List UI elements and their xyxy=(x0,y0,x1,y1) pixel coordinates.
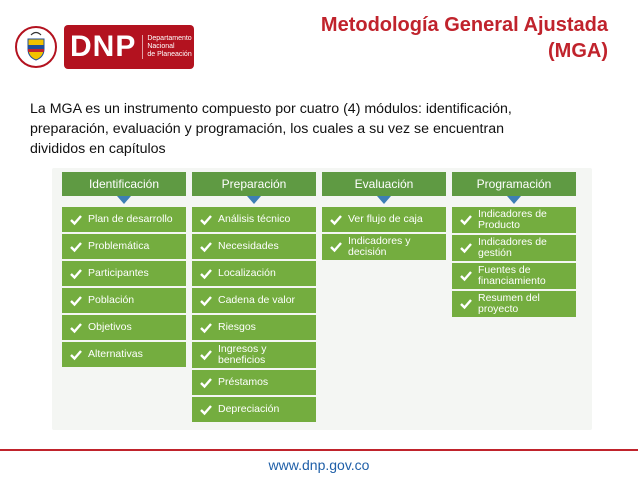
intro-line: preparación, evaluación y programación, los cuales a su vez se encuentran xyxy=(30,121,504,137)
check-icon xyxy=(199,213,213,227)
check-icon xyxy=(199,321,213,335)
chapter-item xyxy=(62,342,186,367)
slide-title-line2: (MGA) xyxy=(548,40,608,62)
chapter-item xyxy=(192,207,316,232)
footer xyxy=(0,451,638,479)
check-icon xyxy=(459,241,473,255)
footer-url-link[interactable]: www.dnp.gov.co xyxy=(268,457,370,473)
colombia-coat-of-arms-icon xyxy=(14,25,58,69)
down-arrow-icon xyxy=(117,196,131,204)
check-icon xyxy=(329,213,343,227)
slide-title xyxy=(228,12,608,64)
chapter-item xyxy=(62,207,186,232)
chapter-item xyxy=(192,234,316,259)
intro-line: La MGA es un instrumento compuesto por cuatro (4) módulos: identificación, xyxy=(30,101,512,117)
chapter-item xyxy=(452,263,576,289)
module-items xyxy=(62,207,186,367)
chapter-label: Indicadores de gestión xyxy=(478,236,547,259)
chapter-item xyxy=(192,342,316,368)
check-icon xyxy=(199,240,213,254)
module-column-preparacion xyxy=(192,172,316,424)
chapter-label: Resumen del proyecto xyxy=(478,292,540,315)
dnp-subtitle-line: Nacional xyxy=(147,43,175,50)
intro-line: divididos en capítulos xyxy=(30,141,166,157)
slide-title-line1: Metodología General Ajustada xyxy=(320,14,608,36)
check-icon xyxy=(199,267,213,281)
chapter-item xyxy=(192,370,316,395)
chapter-label: Indicadores de Producto xyxy=(478,208,547,231)
chapter-label: Participantes xyxy=(88,267,149,279)
dnp-logo xyxy=(14,23,194,71)
chapter-label: Depreciación xyxy=(218,403,280,415)
check-icon xyxy=(69,267,83,281)
module-header: Preparación xyxy=(192,172,316,196)
check-icon xyxy=(69,294,83,308)
check-icon xyxy=(199,348,213,362)
chapter-label: Ver flujo de caja xyxy=(348,213,423,225)
intro-paragraph xyxy=(30,99,620,159)
module-header: Programación xyxy=(452,172,576,196)
chapter-label: Préstamos xyxy=(218,376,269,388)
chapter-item xyxy=(62,288,186,313)
module-items xyxy=(452,207,576,317)
dnp-logo-text: DNP xyxy=(70,30,137,63)
check-icon xyxy=(199,294,213,308)
check-icon xyxy=(459,297,473,311)
module-items xyxy=(322,207,446,260)
chapter-item xyxy=(452,207,576,233)
module-header: Identificación xyxy=(62,172,186,196)
chapter-label: Plan de desarrollo xyxy=(88,213,173,225)
chapter-label: Riesgos xyxy=(218,321,256,333)
module-items xyxy=(192,207,316,422)
check-icon xyxy=(199,376,213,390)
dnp-subtitle-line: Departamento xyxy=(147,35,192,42)
chapter-label: Alternativas xyxy=(88,348,143,360)
chapter-item xyxy=(62,261,186,286)
check-icon xyxy=(69,321,83,335)
chapter-label: Objetivos xyxy=(88,321,132,333)
chapter-label: Fuentes de financiamiento xyxy=(478,264,546,287)
chapter-item xyxy=(322,207,446,232)
chapter-label: Cadena de valor xyxy=(218,294,296,306)
chapter-item xyxy=(192,288,316,313)
module-column-evaluacion xyxy=(322,172,446,262)
chapter-label: Población xyxy=(88,294,135,306)
dnp-logo-subtitle xyxy=(142,35,191,59)
chapter-item xyxy=(452,235,576,261)
module-header: Evaluación xyxy=(322,172,446,196)
chapter-label: Indicadores y decisión xyxy=(348,235,411,258)
module-column-identificacion xyxy=(62,172,186,369)
check-icon xyxy=(459,213,473,227)
check-icon xyxy=(69,213,83,227)
chapter-item xyxy=(452,291,576,317)
check-icon xyxy=(69,348,83,362)
down-arrow-icon xyxy=(507,196,521,204)
down-arrow-icon xyxy=(247,196,261,204)
chapter-item xyxy=(192,315,316,340)
chapter-item xyxy=(192,261,316,286)
dnp-brand-box xyxy=(64,25,194,69)
chapter-label: Problemática xyxy=(88,240,150,252)
down-arrow-icon xyxy=(377,196,391,204)
chapter-label: Necesidades xyxy=(218,240,279,252)
dnp-subtitle-line: de Planeación xyxy=(147,51,192,58)
chapter-label: Ingresos y beneficios xyxy=(218,343,267,366)
module-column-programacion xyxy=(452,172,576,319)
check-icon xyxy=(69,240,83,254)
check-icon xyxy=(199,403,213,417)
check-icon xyxy=(329,240,343,254)
chapter-item xyxy=(192,397,316,422)
check-icon xyxy=(459,269,473,283)
chapter-item xyxy=(322,234,446,260)
chapter-label: Localización xyxy=(218,267,276,279)
chapter-label: Análisis técnico xyxy=(218,213,291,225)
chapter-item xyxy=(62,315,186,340)
chapter-item xyxy=(62,234,186,259)
mga-modules-diagram xyxy=(52,168,592,430)
